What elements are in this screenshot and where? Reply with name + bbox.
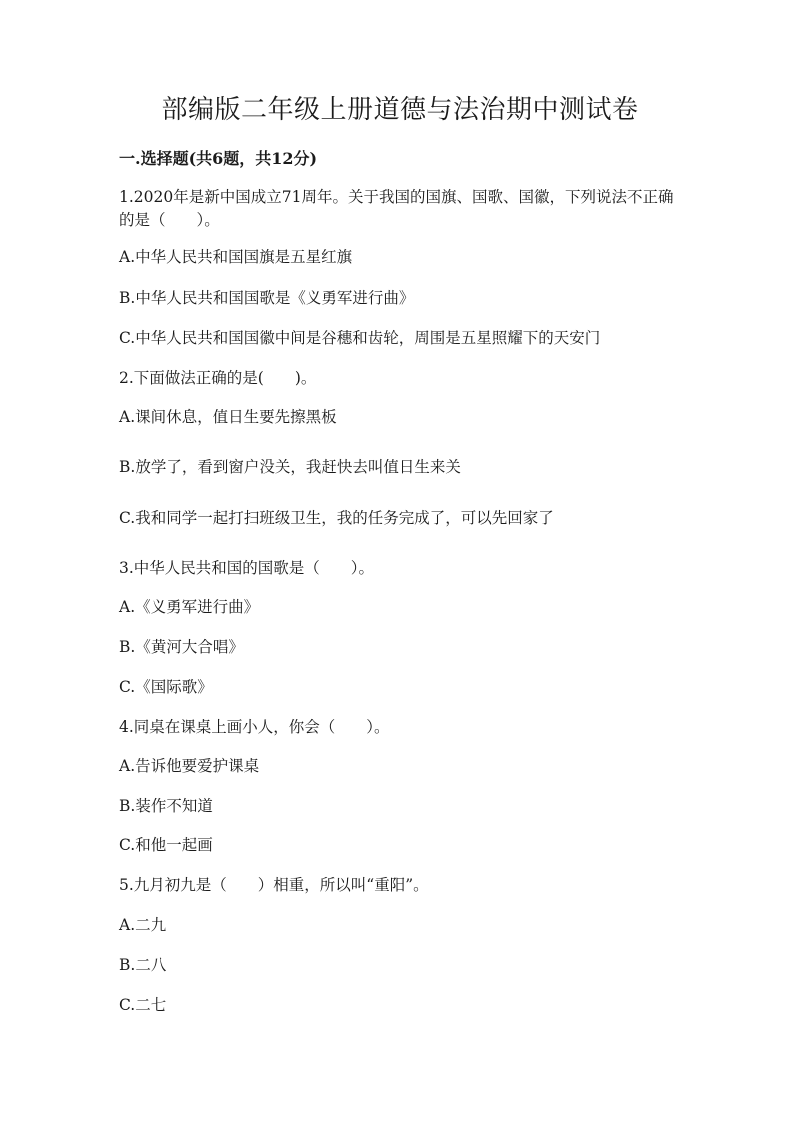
question-2-option-c: C.我和同学一起打扫班级卫生，我的任务完成了，可以先回家了 [119, 509, 554, 527]
question-4-option-c: C.和他一起画 [119, 836, 213, 854]
question-2-option-b: B.放学了，看到窗户没关，我赶快去叫值日生来关 [119, 458, 461, 476]
section-heading: 一.选择题(共6题，共12分) [119, 149, 318, 168]
question-1-option-b: B.中华人民共和国国歌是《义勇军进行曲》 [119, 289, 415, 307]
question-2-stem: 2.下面做法正确的是( )。 [119, 369, 317, 387]
question-1-option-c: C.中华人民共和国国徽中间是谷穗和齿轮，周围是五星照耀下的天安门 [119, 329, 601, 347]
question-3-stem: 3.中华人民共和国的国歌是（ ）。 [119, 559, 375, 577]
question-4-option-b: B.装作不知道 [119, 797, 213, 815]
question-3-option-c: C.《国际歌》 [119, 678, 213, 696]
question-4-option-a: A.告诉他要爱护课桌 [119, 757, 260, 775]
question-3-option-a: A.《义勇军进行曲》 [119, 598, 260, 616]
question-3-option-b: B.《黄河大合唱》 [119, 638, 244, 656]
question-2-option-a: A.课间休息，值日生要先擦黑板 [119, 408, 337, 426]
page-title: 部编版二年级上册道德与法治期中测试卷 [161, 95, 639, 125]
question-5-option-c: C.二七 [119, 996, 167, 1014]
question-4-stem: 4.同桌在课桌上画小人，你会（ ）。 [119, 718, 390, 736]
question-1-stem: 1.2020年是新中国成立71周年。关于我国的国旗、国歌、国徽，下列说法不正确的是（ ）。 [119, 188, 674, 229]
question-5-option-a: A.二九 [119, 916, 167, 934]
question-5-option-b: B.二八 [119, 956, 167, 974]
question-5-stem: 5.九月初九是（ ）相重，所以叫“重阳”。 [119, 876, 429, 894]
question-1-option-a: A.中华人民共和国国旗是五星红旗 [119, 248, 353, 266]
